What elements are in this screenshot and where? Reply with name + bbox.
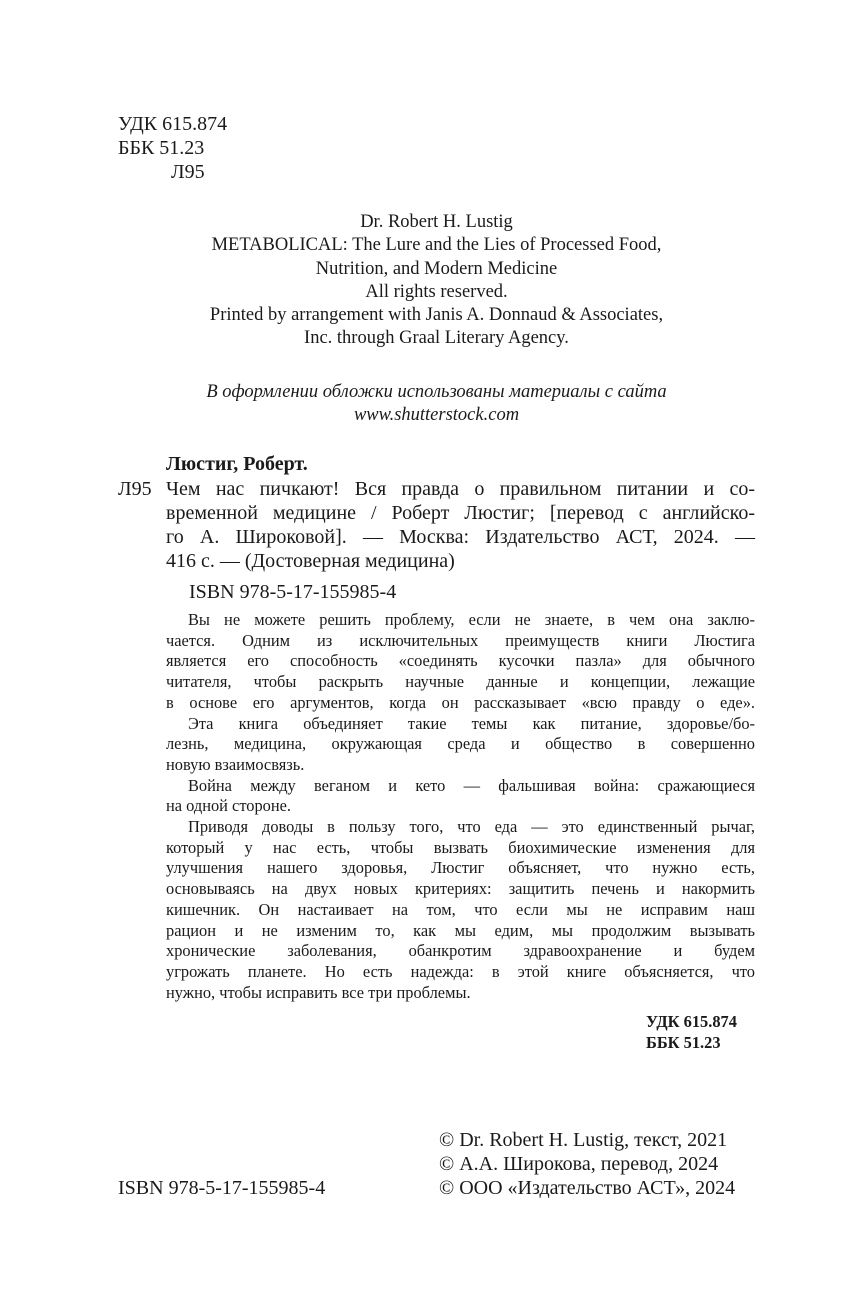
author-sign: Л95 — [171, 161, 205, 183]
catalog-sign: Л95 — [118, 478, 152, 500]
original-rights-block — [118, 211, 755, 351]
annotation-line: в основе его аргументов, когда он рассказывает «всю правду о еде». — [166, 692, 755, 712]
annotation-paragraph — [166, 610, 755, 714]
cover-note — [118, 381, 755, 428]
annotation-line: Вы не можете решить проблему, если не знаете, в чем она заклю- — [188, 610, 755, 629]
annotation-line: рацион и не изменим то, как мы едим, мы продолжим вызывать — [166, 920, 755, 940]
annotation-udk: УДК 615.874 — [646, 1012, 737, 1031]
annotation-line: является его способность «соединять кусочки пазла» для обычного — [166, 651, 755, 671]
annotation-line: кишечник. Он настаивает на том, что если мы не исправим наш — [166, 899, 755, 919]
copyright-line: © ООО «Издательство АСТ», 2024 — [439, 1177, 736, 1199]
annotation — [166, 610, 755, 1003]
annotation-line: нужно, чтобы исправить все три проблемы. — [166, 982, 471, 1002]
annotation-line: чается. Одним из исключительных преимуществ книги Люстига — [166, 630, 755, 650]
annotation-line: Эта книга объединяет такие темы как питание, здоровье/бо- — [188, 713, 755, 733]
annotation-paragraph — [166, 714, 755, 776]
rights-line: All rights reserved. — [365, 281, 508, 302]
annotation-line: на одной стороне. — [166, 796, 291, 816]
annotation-line: улучшения нашего здоровья, Люстиг объясняет, что нужно есть, — [166, 858, 755, 878]
annotation-paragraph — [166, 776, 755, 817]
copyright-block — [439, 1128, 735, 1200]
annotation-bbk: ББК 51.23 — [646, 1032, 721, 1052]
annotation-paragraph — [166, 817, 755, 1003]
annotation-line: Война между веганом и кето — фальшивая война: сражающиеся — [188, 775, 755, 795]
classification-block — [118, 112, 227, 184]
rights-line: Dr. Robert H. Lustig — [360, 212, 513, 232]
annotation-line: Приводя доводы в пользу того, что еда — это единственный рычаг, — [188, 817, 755, 837]
bbk-code: ББК 51.23 — [118, 137, 205, 159]
cover-note-line: В оформлении обложки использованы материалы с сайта — [206, 382, 667, 402]
copyright-line: © А.А. Широкова, перевод, 2024 — [439, 1153, 719, 1175]
catalog-isbn: ISBN 978-5-17-155985-4 — [189, 581, 397, 603]
annotation-line: лезнь, медицина, окружающая среда и общество в совершенно — [166, 734, 755, 754]
annotation-line: угрожать планете. Но есть надежда: в этой книге объясняется, что — [166, 961, 755, 981]
rights-line: METABOLICAL: The Lure and the Lies of Processed Food, — [211, 235, 662, 256]
description-line: Чем нас пичкают! Вся правда о правильном питании и со- — [166, 478, 755, 500]
annotation-line: хронические заболевания, обанкротим здравоохранение и будем — [166, 941, 755, 961]
annotation-line: читателя, чтобы раскрыть научные данные и концепции, лежащие — [166, 672, 755, 692]
catalog-description — [166, 477, 755, 573]
cover-note-line: www.shutterstock.com — [353, 405, 520, 426]
catalog-author-heading: Люстиг, Роберт. — [166, 453, 308, 475]
annotation-codes — [646, 1012, 737, 1053]
rights-line: Nutrition, and Modern Medicine — [315, 258, 558, 279]
footer-isbn: ISBN 978-5-17-155985-4 — [118, 1177, 326, 1199]
description-line: го А. Широковой]. — Москва: Издательство АСТ, 2024. — — [166, 526, 755, 548]
annotation-line: который у нас есть, чтобы вызвать биохимические изменения для — [166, 837, 755, 857]
description-line: временной медицине / Роберт Люстиг; [перевод с английско- — [166, 502, 755, 524]
description-line: 416 с. — (Достоверная медицина) — [166, 550, 455, 572]
rights-line: Printed by arrangement with Janis A. Donnaud & Associates, — [209, 305, 664, 326]
udk-code: УДК 615.874 — [118, 113, 228, 135]
annotation-line: основываясь на двух новых критериях: защитить печень и накормить — [166, 879, 755, 899]
annotation-line: новую взаимосвязь. — [166, 754, 305, 774]
copyright-line: © Dr. Robert H. Lustig, текст, 2021 — [439, 1129, 728, 1151]
rights-line: Inc. through Graal Literary Agency. — [304, 328, 569, 349]
